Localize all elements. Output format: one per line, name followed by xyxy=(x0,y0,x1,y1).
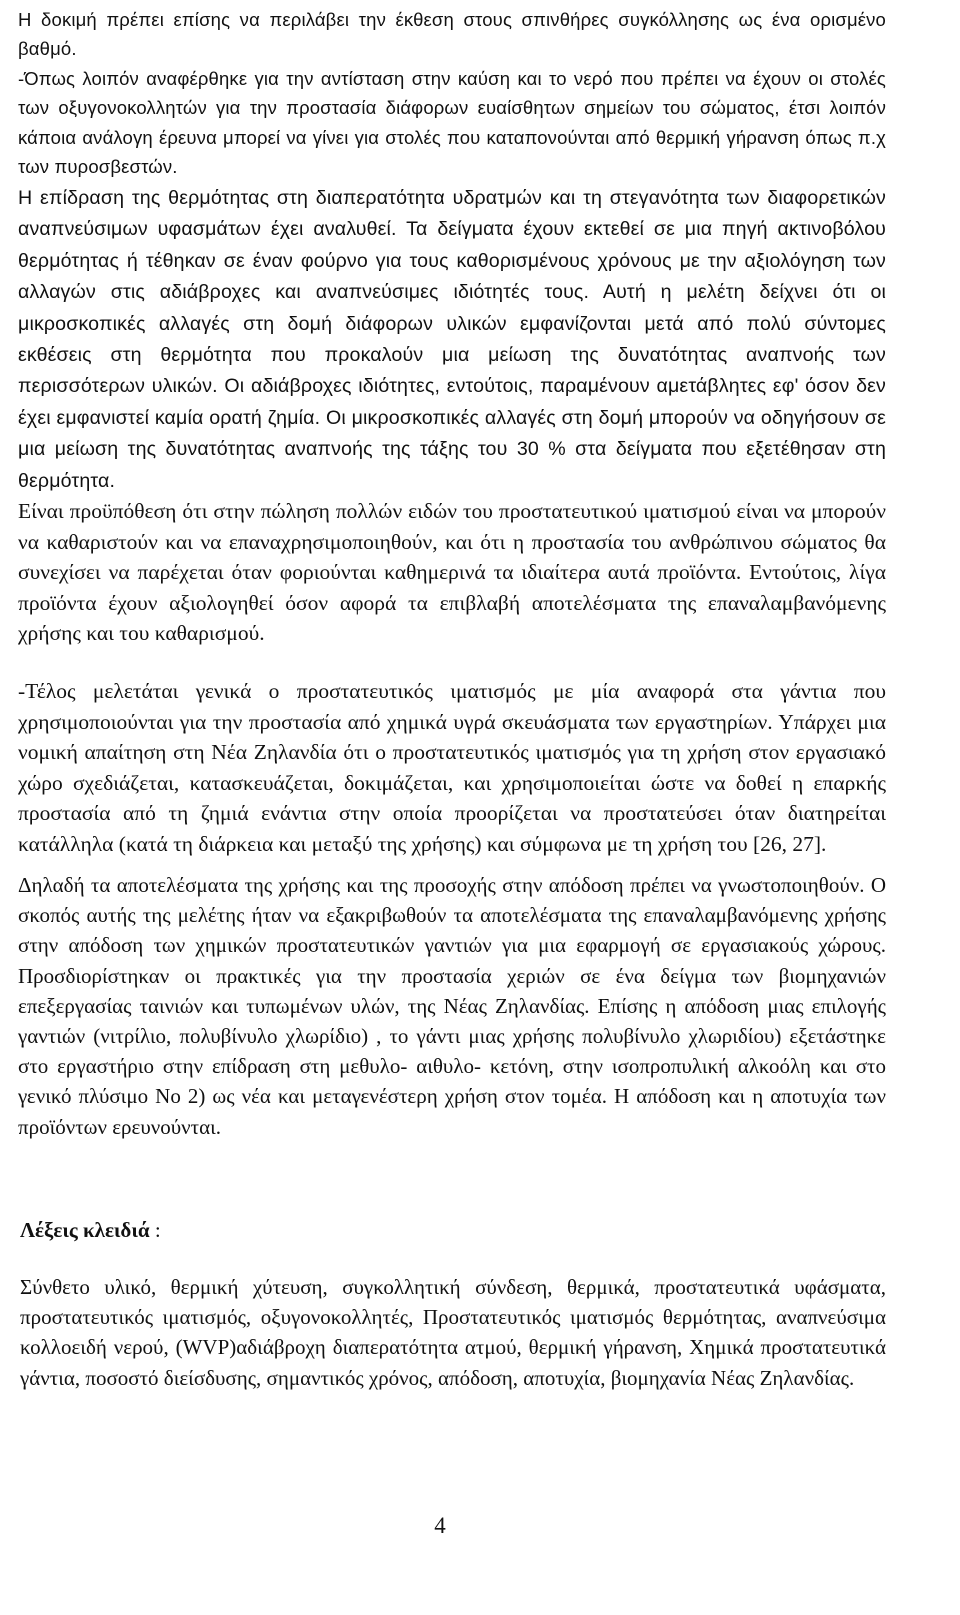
page-number: 4 xyxy=(434,1513,446,1538)
keywords-heading xyxy=(20,1216,161,1244)
keywords-list: Σύνθετο υλικό, θερμική χύτευση, συγκολλητική σύνδεση, θερμικά, προστατευτικά υφάσματα, προστατευτικός ιματισμός, οξυγονοκολλητές, Προστατευτικός ιματισμός θερμότητας, αναπνεύσιμα κολλοειδή νερού, (WVP)αδιάβροχη διαπερατότητα ατμού, θερμική γήρανση, Χημικά προστατευτικά γάντια, ποσοστό διείσδυσης, σημαντικός χρόνος, απόδοση, αποτυχία, βιομηχανία Νέας Ζηλανδίας. xyxy=(20,1275,886,1390)
paragraph-study-purpose: Δηλαδή τα αποτελέσματα της χρήσης και της προσοχής στην απόδοση πρέπει να γνωστοποιηθούν. Ο σκοπός αυτής της μελέτης ήταν να εξακριβωθούν τα αποτελέσματα της επαναλαμβανόμενης χρήσης στην απόδοση των χημικών προστατευτικών γαντιών για μια εφαρμογή σε εργασιακούς χώρους. Προσδιορίστηκαν οι πρακτικές για την προστασία χεριών σε ένα δείγμα των βιομηχανιών επεξεργασίας ταινιών και τυπωμένων υλών, της Νέας Ζηλανδίας. Επίσης η απόδοση μιας επιλογής γαντιών (νιτρίλιο, πολυβίνυλο χλωρίδιο) , το γάντι μιας χρήσης πολυβίνυλο χλωριδίου) εξετάστηκε στο εργαστήριο στην επίδραση στη μεθυλο- αιθυλο- κετόνη, στην ισοπροπυλική αλκοόλη και στο γενικό πλύσιμο Νο 2) ως νέα και μεταγενέστερη χρήση στον τομέα. Η απόδοση και η αποτυχία των προϊόντων ερευνούνται. xyxy=(18,873,886,1139)
keywords-label: Λέξεις κλειδιά xyxy=(20,1218,150,1242)
keywords-separator: : xyxy=(149,1218,161,1242)
paragraph-welding-sparks: Η δοκιμή πρέπει επίσης να περιλάβει την έκθεση στους σπινθήρες συγκόλλησης ως ένα ορισμένο βαθμό. xyxy=(18,9,886,60)
paragraph-cleaning-reuse: Είναι προϋπόθεση ότι στην πώληση πολλών ειδών του προστατευτικού ιματισμού είναι να μπορούν να καθαριστούν και να επαναχρησιμοποιηθούν, και ότι η προστασία του ανθρώπινου σώματος θα συνεχίσει να παρέχεται όταν φοριούνται καθημερινά τα ιδιαίτερα αυτά προϊόντα. Εντούτοις, λίγα προϊόντα έχουν αξιολογηθεί όσον αφορά τα επιβλαβή αποτελέσματα της επαναλαμβανόμενης χρήσης και του καθαρισμού. xyxy=(18,499,886,646)
paragraph-gloves-new-zealand: -Τέλος μελετάται γενικά ο προστατευτικός ιματισμός με μία αναφορά στα γάντια που χρησιμοποιούνται για την προστασία από χημικά υγρά σκευάσματα των εργαστηρίων. Υπάρχει μια νομική απαίτηση στη Νέα Ζηλανδία ότι ο προστατευτικός ιματισμός για τη χρήση στον εργασιακό χώρο σχεδιάζεται, κατασκευάζεται, δοκιμάζεται, και χρησιμοποιείται ώστε να δοθεί η επαρκής προστασία από τη ζημιά ενάντια στην οποία προορίζεται να προστατεύσει όταν διατηρείται κατάλληλα (κατά τη διάρκεια και μεταξύ της χρήσης) και σύμφωνα με τη χρήση του [26, 27]. xyxy=(18,679,886,856)
paragraph-suits-thermal-aging: -Όπως λοιπόν αναφέρθηκε για την αντίσταση στην καύση και το νερό που πρέπει να έχουν οι στολές των οξυγονοκολλητών για την προστασία διάφορων ευαίσθητων σημείων του σώματος, έτσι λοιπόν κάποια ανάλογη έρευνα μπορεί να γίνει για στολές που καταπονούνται από θερμική γήρανση όπως π.χ των πυροσβεστών. xyxy=(18,68,886,178)
paragraph-heat-effect-breathability: Η επίδραση της θερμότητας στη διαπερατότητα υδρατμών και τη στεγανότητα των διαφορετικών αναπνεύσιμων υφασμάτων έχει αναλυθεί. Τα δείγματα έχουν εκτεθεί σε μια πηγή ακτινοβόλου θερμότητας ή τέθηκαν σε έναν φούρνο για τους καθορισμένους χρόνους με την αξιολόγηση των αλλαγών στις αδιάβροχες και αναπνεύσιμες ιδιότητές τους. Αυτή η μελέτη δείχνει ότι οι μικροσκοπικές αλλαγές στη δομή διάφορων υλικών εμφανίζονται μετά από πολύ σύντομες εκθέσεις στη θερμότητα που προκαλούν μια μείωση της δυνατότητας αναπνοής των περισσότερων υλικών. Οι αδιάβροχες ιδιότητες, εντούτοις, παραμένουν αμετάβλητες εφ' όσον δεν έχει εμφανιστεί καμία ορατή ζημία. Οι μικροσκοπικές αλλαγές στη δομή μπορούν να οδηγήσουν σε μια μείωση της δυνατότητας αναπνοής της τάξης του 30 % στα δείγματα που εξετέθησαν στη θερμότητα. xyxy=(18,187,886,492)
